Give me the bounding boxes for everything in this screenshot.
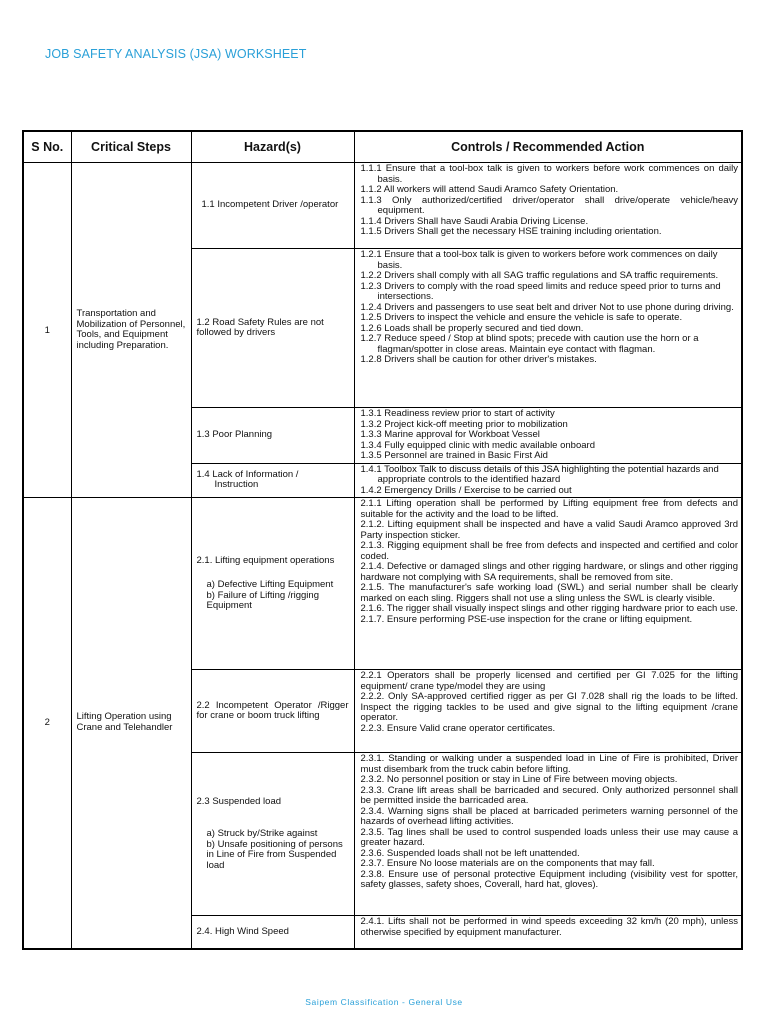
control-item: 1.2.4 Drivers and passengers to use seat belt and driver Not to use phone during driving.: [360, 301, 734, 313]
hazard-cell: [191, 463, 354, 498]
header-critical-steps: Critical Steps: [71, 131, 191, 163]
controls-cell: [354, 163, 742, 249]
hazard-subitem: b) Failure of Lifting /rigging Equipment: [206, 589, 319, 611]
hazard-cell: [191, 753, 354, 916]
hazard-title: 1.2 Road Safety Rules are not followed by drivers: [196, 316, 324, 338]
control-item: 2.3.4. Warning signs shall be placed at barricaded perimeters warning personnel of the hazards of overhead lifting activities.: [360, 805, 738, 827]
control-item: 1.1.2 All workers will attend Saudi Aramco Safety Orientation.: [360, 184, 619, 195]
control-item: 1.1.5 Drivers Shall get the necessary HSE training including orientation.: [360, 226, 662, 237]
controls-cell: [354, 463, 742, 498]
table-row: [23, 498, 742, 670]
control-item: 1.4.2 Emergency Drills / Exercise to be carried out: [360, 484, 572, 496]
controls-cell: [354, 408, 742, 464]
hazard-title: 1.1 Incompetent Driver /operator: [201, 199, 339, 211]
hazard-title: 2.1. Lifting equipment operations: [196, 554, 335, 566]
control-item: 1.2.5 Drivers to inspect the vehicle and ensure the vehicle is safe to operate.: [360, 312, 683, 323]
control-item: 1.1.1 Ensure that a tool-box talk is given to workers before work commences on daily basis.: [360, 163, 738, 185]
control-item: 2.1.7. Ensure performing PSE-use inspection for the crane or lifting equipment.: [360, 613, 693, 625]
controls-cell: [354, 670, 742, 753]
control-item: 2.3.7. Ensure No loose materials are on the components that may fall.: [360, 858, 655, 869]
hazard-cell: [191, 249, 354, 408]
hazard-title: 2.3 Suspended load: [196, 795, 282, 807]
hazard-title: 2.4. High Wind Speed: [196, 925, 289, 937]
control-item: 2.3.8. Ensure use of personal protective Equipment including (visibility vest for spotter, safety glasses, safety shoes, Coverall, hard hat, gloves).: [360, 868, 738, 890]
control-item: 1.2.2 Drivers shall comply with all SAG traffic regulations and SA traffic requirements.: [360, 270, 719, 281]
controls-cell: [354, 249, 742, 408]
control-item: 2.3.1. Standing or walking under a suspended load in Line of Fire is prohibited, Driver must disembark from the truck cabin before lifting.: [360, 753, 738, 775]
control-item: 1.3.5 Personnel are trained in Basic First Aid: [360, 450, 548, 461]
page-title: JOB SAFETY ANALYSIS (JSA) WORKSHEET: [45, 47, 307, 61]
hazard-subitem: a) Struck by/Strike against: [206, 828, 318, 840]
control-item: 1.2.1 Ensure that a tool-box talk is given to workers before work commences on daily basis.: [360, 249, 718, 271]
jsa-table: [22, 130, 743, 950]
hazard-subitem: b) Unsafe positioning of persons in Line of Fire from Suspended load: [206, 838, 343, 871]
hazard-subitem: a) Defective Lifting Equipment: [206, 579, 334, 590]
control-item: 2.1.2. Lifting equipment shall be inspected and have a valid Saudi Aramco approved 3rd Party inspection sticker.: [360, 519, 738, 541]
header-sno: S No.: [23, 131, 71, 163]
control-item: 2.2.2. Only SA-approved certified rigger as per GI 7.028 shall rig the loads to be lifted. Inspect the rigging tackles to be used and give signal to the lifting equipment /crane operator.: [360, 691, 738, 723]
control-item: 1.2.8 Drivers shall be caution for other driver's mistakes.: [360, 354, 597, 365]
controls-cell: [354, 498, 742, 670]
control-item: 1.2.6 Loads shall be properly secured and tied down.: [360, 322, 584, 334]
hazard-title: 1.3 Poor Planning: [196, 429, 273, 440]
hazard-title: 2.2 Incompetent Operator /Rigger for crane or boom truck lifting: [196, 699, 349, 721]
critical-step: Transportation and Mobilization of Personnel, Tools, and Equipment including Preparation.: [71, 163, 191, 498]
table-row: [23, 163, 742, 249]
controls-cell: [354, 916, 742, 949]
hazard-title-cont: Instruction: [214, 479, 259, 491]
control-item: 2.3.6. Suspended loads shall not be left unattended.: [360, 847, 580, 859]
hazard-cell: [191, 163, 354, 249]
header-hazards: Hazard(s): [191, 131, 354, 163]
control-item: 1.4.1 Toolbox Talk to discuss details of this JSA highlighting the potential hazards and appropriate controls to the identified hazard: [360, 463, 719, 485]
header-controls: Controls / Recommended Action: [354, 131, 742, 163]
control-item: 2.4.1. Lifts shall not be performed in wind speeds exceeding 32 km/h (20 mph), unless otherwise specified by equipment manufacturer.: [360, 916, 738, 938]
hazard-subitems: [197, 580, 349, 612]
control-item: 2.2.1 Operators shall be properly licensed and certified per GI 7.025 for the lifting equipment/ crane type/model they are using: [360, 670, 738, 692]
control-item: 1.1.3 Only authorized/certified driver/operator shall drive/operate vehicle/heavy equipment.: [360, 194, 738, 216]
control-item: 2.1.5. The manufacturer's safe working load (SWL) and serial number shall be clearly marked on each sling. Riggers shall not use a sling unless the SWL is clearly visible.: [360, 582, 738, 604]
control-item: 1.1.4 Drivers Shall have Saudi Arabia Driving License.: [360, 215, 589, 227]
control-item: 1.2.3 Drivers to comply with the road speed limits and reduce speed prior to turns and intersections.: [360, 280, 721, 302]
hazard-cell: [191, 498, 354, 670]
control-item: 1.2.7 Reduce speed / Stop at blind spots; precede with caution use the horn or a flagman/spotter in close areas. Maintain eye contact with flagman.: [360, 333, 699, 355]
footer-classification: Saipem Classification - General Use: [305, 997, 463, 1007]
hazard-cell: [191, 408, 354, 464]
hazard-cell: [191, 670, 354, 753]
control-item: 2.3.3. Crane lift areas shall be barricaded and secured. Only authorized personnel shall be permitted inside the barricaded area.: [360, 784, 738, 806]
controls-cell: [354, 753, 742, 916]
table-header-row: [23, 131, 742, 163]
control-item: 1.3.4 Fully equipped clinic with medic available onboard: [360, 439, 595, 451]
hazard-subitems: [197, 829, 349, 871]
control-item: 2.1.1 Lifting operation shall be performed by Lifting equipment free from defects and suitable for the activity and the load to be lifted.: [360, 498, 738, 520]
control-item: 2.1.6. The rigger shall visually inspect slings and other rigging hardware prior to each use.: [360, 603, 738, 614]
control-item: 2.3.5. Tag lines shall be used to control suspended loads unless their use may cause a greater hazard.: [360, 826, 738, 848]
control-item: 1.3.2 Project kick-off meeting prior to mobilization: [360, 418, 568, 430]
control-item: 2.3.2. No personnel position or stay in Line of Fire between moving objects.: [360, 774, 678, 785]
row-sno: 2: [23, 498, 71, 949]
hazard-cell: [191, 916, 354, 949]
hazard-title: 1.4 Lack of Information /: [196, 468, 299, 480]
control-item: 2.2.3. Ensure Valid crane operator certificates.: [360, 722, 556, 734]
control-item: 1.3.1 Readiness review prior to start of activity: [360, 408, 555, 419]
control-item: 1.3.3 Marine approval for Workboat Vessel: [360, 429, 540, 440]
control-item: 2.1.3. Rigging equipment shall be free from defects and inspected and certified and color coded.: [360, 540, 738, 562]
control-item: 2.1.4. Defective or damaged slings and other rigging hardware, or slings and other rigging hardware not complying with SA requirements, shall be removed from site.: [360, 561, 738, 583]
row-sno: 1: [23, 163, 71, 498]
critical-step: Lifting Operation using Crane and Telehandler: [71, 498, 191, 949]
